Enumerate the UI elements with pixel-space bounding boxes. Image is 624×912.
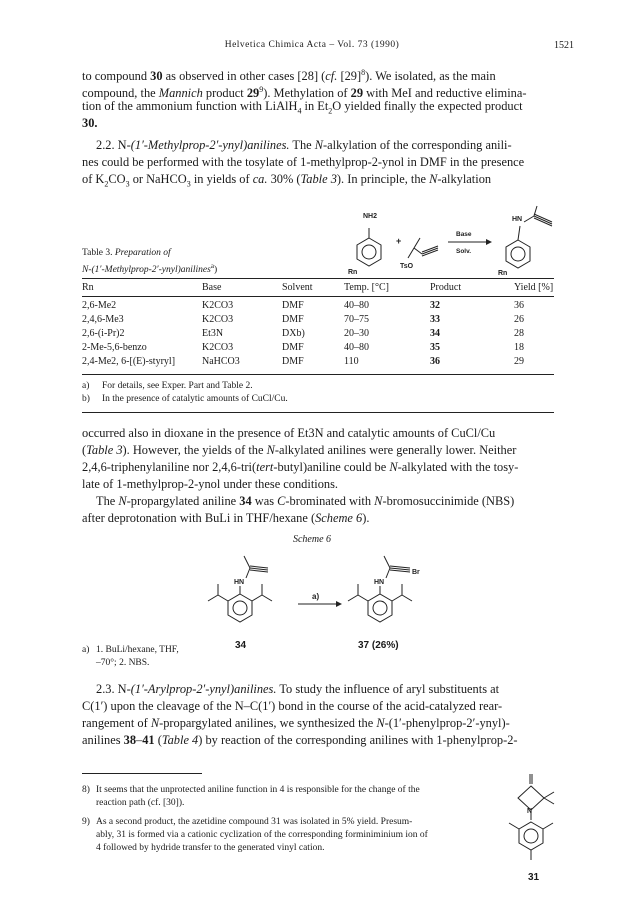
running-header: Helvetica Chimica Acta – Vol. 73 (1990) [224, 40, 400, 50]
section-2-3-line-2: C(1′) upon the cleavage of the N–C(1′) bond in the course of the acid-catalyzed rear- [82, 699, 503, 713]
table-cell: DMF [282, 356, 304, 367]
rn-label-right: Rn [498, 270, 508, 276]
paragraph-1-line-4: 30. [82, 116, 98, 130]
tso-label: TsO [400, 263, 414, 270]
paragraph-4-line-2: after deprotonation with BuLi in THF/hexane (Scheme 6). [82, 511, 370, 525]
table-cell: K2CO3 [202, 342, 234, 353]
table-cell: 2,4-Me2, 6-[(E)-styryl] [82, 356, 176, 367]
table-cell: 2,6-Me2 [82, 300, 117, 311]
table-cell: DXb) [282, 328, 305, 339]
nh2-label: NH2 [363, 213, 378, 220]
table-cell: 28 [514, 328, 524, 339]
paragraph-1-line-2: compound, the Mannich product $29^9$). Methylation of 29 with MeI and reductive elimina- [82, 85, 527, 101]
br-label: Br [412, 569, 420, 576]
table-cell: Et3N [202, 328, 224, 339]
table-cell: DMF [282, 314, 304, 325]
paragraph-3-line-3: 2,4,6-triphenylaniline nor 2,4,6-tri(tert-butyl)aniline could be N-alkylated with the tosy- [82, 460, 519, 474]
table-cell: 40–80 [344, 342, 369, 353]
table-cell: 40–80 [344, 300, 369, 311]
table-cell: 2-Me-5,6-benzo [82, 342, 147, 353]
base-label: Base [456, 231, 472, 238]
table-bottom-rule [82, 374, 554, 375]
scheme-6-title: Scheme 6 [292, 534, 332, 545]
table-header-cell: Rn [82, 282, 94, 293]
compound-31-label: 31 [528, 872, 540, 883]
plus-sign: + [396, 236, 402, 246]
section-2-3-line-1: 2.3. N-(1′-Arylprop-2′-ynyl)anilines. To study the influence of aryl substituents at [96, 682, 500, 696]
table-header-cell: Yield [%] [514, 282, 554, 293]
table-cell: DMF [282, 300, 304, 311]
scheme-6-footnote: a) 1. BuLi/hexane, THF, –70°; 2. NBS. [82, 645, 179, 668]
table-note-b: b) In the presence of catalytic amounts of CuCl/Cu. [82, 394, 288, 404]
table-cell: 70–75 [344, 314, 369, 325]
table-header-cell: Solvent [282, 282, 313, 293]
footnote-9: 9) As a second product, the azetidine compound 31 was isolated in 5% yield. Presum- ably, 31 is formed via a cationic cyclization of the corresponding forminiminium ion of 4 followed by hydride transfer to the generated vinyl cation. [82, 817, 428, 853]
section-2-2-line-2: nes could be performed with the tosylate of 1-methylprop-2-ynol in DMF in the presence [82, 155, 525, 169]
table-cell: 36 [430, 356, 440, 367]
paragraph-4-line-1: The N-propargylated aniline 34 was C-brominated with N-bromosuccinimide (NBS) [96, 494, 515, 508]
table-cell: 2,4,6-Me3 [82, 314, 124, 325]
hn-label-37: HN [374, 579, 385, 586]
paragraph-1-line-3: tion of the ammonium function with LiAlH$_4$ in $Et_2O$ yielded finally the expected product [82, 99, 523, 116]
section-2-3-line-4: anilines 38–41 (Table 4) by reaction of the corresponding anilines with 1-phenylprop-2- [82, 733, 518, 747]
table-cell: 34 [430, 328, 440, 339]
table-header-cell: Product [430, 282, 462, 293]
compound-31-structure [500, 770, 560, 870]
scheme-6-drawing [200, 548, 460, 638]
table-3-reaction-scheme [340, 196, 554, 276]
section-2-2-line-3: of $K_2CO_3$ or NaHCO$_3$ in yields of ca. 30% (Table 3). In principle, the N-alkylation [82, 172, 492, 189]
paragraph-3-line-1: occurred also in dioxane in the presence of Et3N and catalytic amounts of CuCl/Cu [82, 426, 496, 440]
table-cell: 29 [514, 356, 524, 367]
paragraph-1-line-1: to compound 30 as observed in other cases [28] (cf. $[29]^8$). We isolated, as the main [82, 68, 496, 84]
section-2-2-line-1: 2.2. N-(1′-Methylprop-2′-ynyl)anilines. The N-alkylation of the corresponding anili- [96, 138, 512, 152]
table-cell: K2CO3 [202, 314, 234, 325]
table-end-rule [82, 412, 554, 413]
table-cell: 110 [344, 356, 359, 367]
table-cell: 32 [430, 300, 440, 311]
table-cell: 2,6-(i-Pr)2 [82, 328, 125, 339]
table-cell: 18 [514, 342, 524, 353]
table-header-cell: Temp. [°C] [344, 282, 389, 293]
compound-34-label: 34 [235, 640, 247, 651]
hn-label-product: HN [512, 216, 523, 223]
table-top-rule [82, 278, 554, 279]
hn-label-34: HN [234, 579, 245, 586]
table-cell: 35 [430, 342, 440, 353]
table-cell: 20–30 [344, 328, 369, 339]
paragraph-3-line-2: (Table 3). However, the yields of the N-alkylated anilines were generally lower. Neither [82, 443, 517, 457]
scheme-arrow-label: a) [312, 592, 320, 601]
paragraph-3-line-4: late of 1-methylprop-2-ynol under these conditions. [82, 477, 339, 491]
section-2-3-line-3: rangement of N-propargylated anilines, we synthesized the N-(1′-phenylprop-2′-ynyl)- [82, 716, 510, 730]
rn-label-left: Rn [348, 269, 358, 276]
table-header-cell: Base [202, 282, 222, 293]
table-cell: NaHCO3 [202, 356, 240, 367]
page-number: 1521 [554, 40, 574, 51]
solvent-label: Solv. [456, 248, 472, 255]
table-cell: DMF [282, 342, 304, 353]
table-cell: 33 [430, 314, 440, 325]
table-cell: K2CO3 [202, 300, 234, 311]
table-3-caption: Table 3. Preparation of N-(1′-Methylprop-2′-ynyl)anilines$^a$) [82, 248, 218, 276]
compound-37-label: 37 (26%) [358, 640, 399, 651]
table-note-a: a) For details, see Exper. Part and Table 2. [82, 381, 253, 391]
footnote-8: 8) It seems that the unprotected aniline function in 4 is responsible for the change of the reaction path (cf. [30]). [82, 785, 420, 808]
table-cell: 36 [514, 300, 524, 311]
n-label-31: N [527, 808, 533, 815]
table-cell: 26 [514, 314, 524, 325]
table-header-rule [82, 296, 554, 297]
footnote-rule [82, 773, 202, 774]
